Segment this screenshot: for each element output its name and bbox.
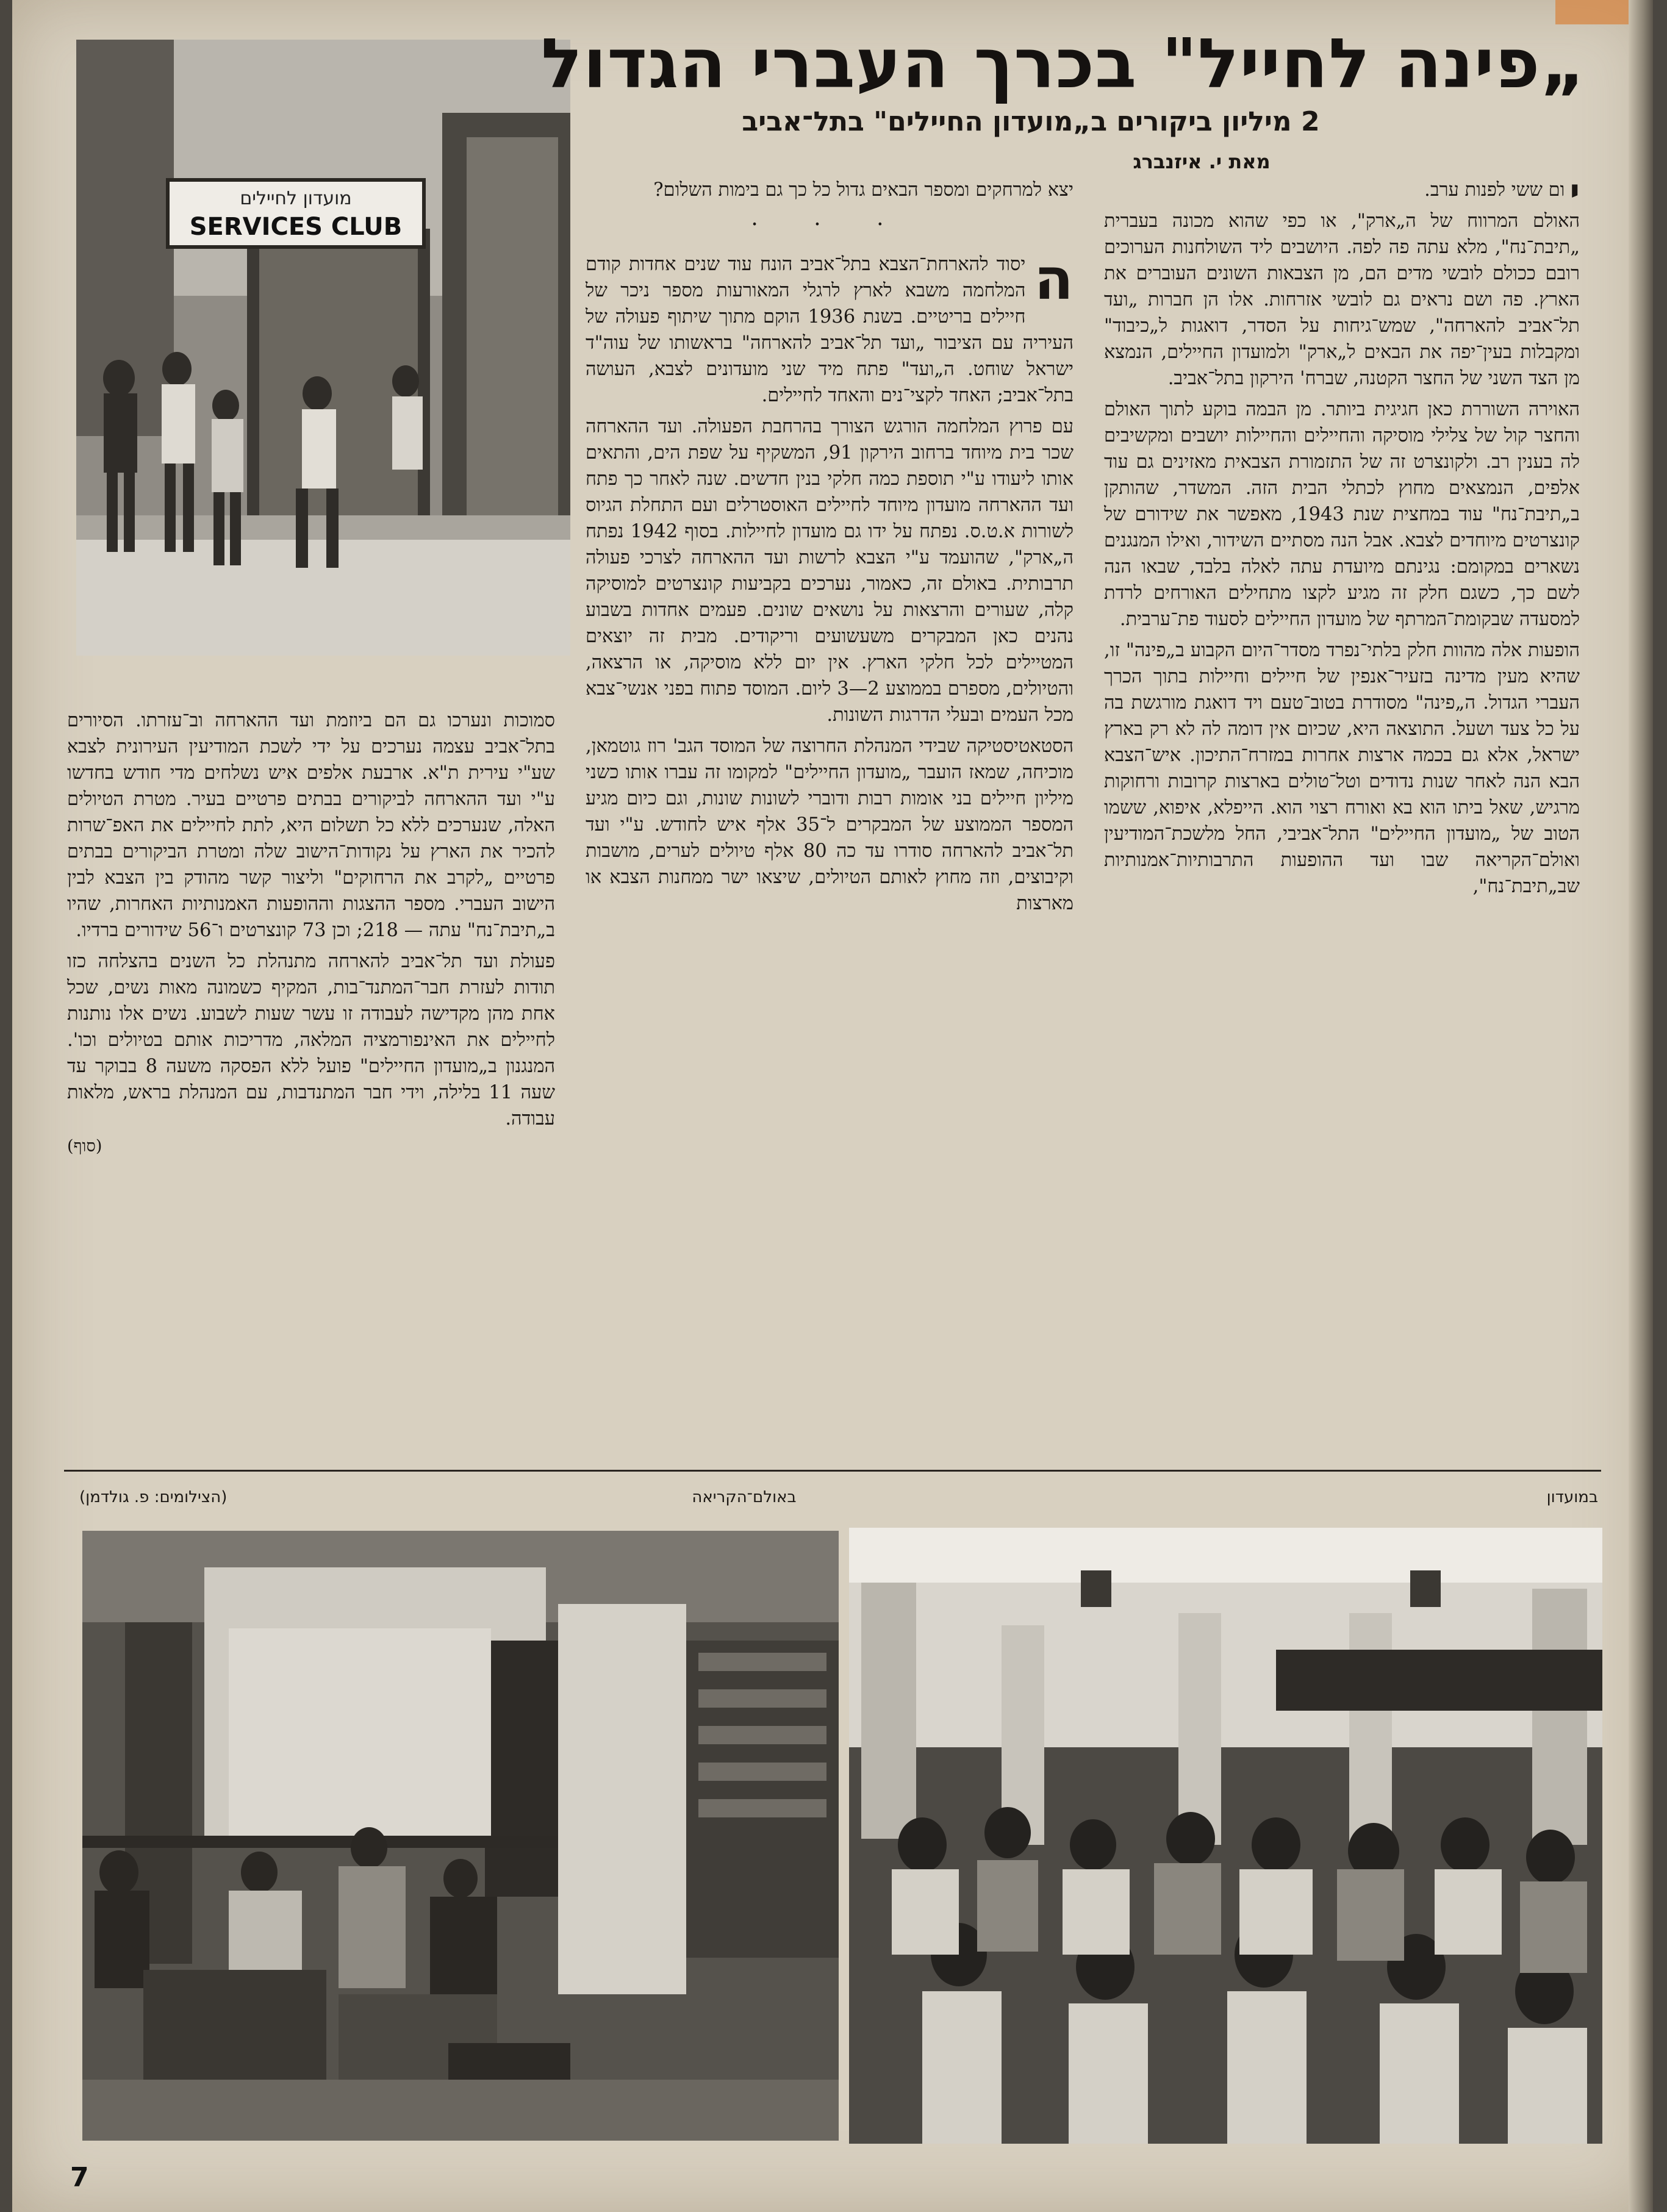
- article-byline: מאת י. איזנברג: [1133, 150, 1271, 173]
- sign-english-text: SERVICES CLUB: [189, 213, 403, 241]
- reading-room-photo: [82, 1531, 839, 2141]
- drop-cap-letter: ה: [1034, 246, 1074, 313]
- column-text: יסוד להארחת־הצבא בתל־אביב הונח עוד שנים אחדות קודם המלחמה משבא לארץ לרגלי המאורעות מספר ניכר של חיילים בריטיים. בשנת 1936 הוקם מתוך שיתוף פעולה של העיריה עם הציבור „ועד תל־אביב להארחה" בראשותו של עוה"ד ישראל שוחט. ה„ועד" פתח מיד שני מועדונים לצבא, העושה בתל־אביב; האחד לקצי־נים והאחד לחיילים.: [586, 254, 1074, 406]
- column-text: ום ששי לפנות ערב.: [1424, 179, 1565, 201]
- article-subhead: 2 מיליון ביקורים ב„מועדון החיילים" בתל־אביב: [742, 106, 1320, 137]
- club-dance-photo: [849, 1528, 1602, 2144]
- column-paragraph: [586, 246, 1074, 409]
- column-paragraph: סמוכות ונערכו גם הם ביוזמת ועד ההארחה וב־עזרתו. הסיורים בתל־אביב עצמה נערכים על ידי לשכת המודיעין העירונית לצבא שע"י עירית ת"א. ארבעת אלפים איש נשלחים מדי חודש בחדשו ע"י ועד ההארחה לביקורים בבתים פרטיים בעיר. מטרת הטיולים האלה, שנערכים ללא כל תשלום היא, לתת לחיילים את האפ־שרות להכיר את הארץ על נקודות־הישוב שלה ומטרת הביקורים בבתים פרטיים „לקרב את הרחוקים" וליצור קשר מהודק בין הצבא לבין הישוב העברי. מספר ההצגות וההופעות האמנותיות האחרות, שהיו ב„תיבת־נח" עתה — 218; וכן 73 קונצרטים ו־56 שידורים ברדיו.: [67, 710, 555, 941]
- column-paragraph: יצא למרחקים ומספר הבאים גדול כל כך גם בימות השלום?: [653, 179, 1074, 201]
- sign-hebrew-text: מועדון לחיילים: [240, 188, 352, 209]
- magazine-page: [12, 0, 1653, 2212]
- caption-right-photo: במועדון: [1546, 1488, 1598, 1506]
- services-club-entrance-photo: [76, 40, 570, 656]
- article-column-middle: [586, 177, 1074, 1482]
- article-column-left: [67, 707, 555, 1482]
- section-break-dots: · · ·: [751, 212, 908, 237]
- page-number: 7: [70, 2162, 89, 2193]
- column-paragraph: [1104, 177, 1580, 212]
- drop-cap-letter: י: [1569, 177, 1580, 212]
- caption-divider-rule: [64, 1470, 1601, 1472]
- column-paragraph: פעולת ועד תל־אביב להארחה מתנהלת כל השנים בהצלחה כזו תודות לעזרת חבר־המתנד־בות, המקיף כשמונה מאות נשים, שכל אחת מהן מקדישה לעבודה זו עשר שעות לשבוע. נשים אלו נותנות לחיילים את האינפורמציה המלאה, מדריכות אותם בטיולים וכו'. המנגנון ב„מועדון החיילים" פועל ללא הפסקה משעה 8 בבוקר עד שעה 11 בלילה, וידי חבר המתנדבות, עם המנהלת בראש, מלאות עבודה.: [67, 951, 555, 1129]
- reading-room-image: [82, 1531, 839, 2141]
- column-paragraph: הסטאטיסטיקה שבידי המנהלת החרוצה של המוסד הגב' רוז גוטמאן, מוכיחה, שמאז הועבר „מועדון החיילים" למקומו זה עברו אותו כשני מיליון חיילים בני אומות רבות ודוברי לשונות שונות, וגם כיום מגיע המספר הממוצע של המבקרים ל־35 אלף איש לחודש. ע"י ועד תל־אביב להארחה סודרו עד כה 80 אלף טיולים לערים, מושבות וקיבוצים, וזה מחוץ לאותם הטיולים, שיצאו ישר ממחנות הצבא או מארצות: [586, 736, 1074, 914]
- column-paragraph: האולם המרווח של ה„ארק", או כפי שהוא מכונה בעברית „תיבת־נח", מלא עתה פה לפה. היושבים ליד השולחנות הערוכים רובם ככולם לובשי מדים הם, מן הצבאות השונים העוברים את הארץ. פה ושם נראים גם לובשי אזרחות. אלו הן חברות „ועד תל־אביב להארחה", שמש־גיחות על הסדר, דואגות ל„כיבוד" ומקבלות בעין־יפה את הבאים ל„ארק" ולמועדון החיילים, הנמצא מן הצד השני של החצר הקטנה, שברח' הירקון בתל־אביב.: [1104, 210, 1580, 389]
- article-end-mark: (סוף): [67, 1137, 102, 1156]
- binding-edge: [1629, 0, 1653, 2212]
- column-paragraph: עם פרוץ המלחמה הורגש הצורך בהרחבת הפעולה. ועד ההארחה שכר בית מיוחד ברחוב הירקון 91, המשקיף על שפת הים, והתאים אותו ליעודו ע"י תוספת כמה חלקי בנין חדשים. שנה לאחר כך פתח ועד ההארחה מועדון מיוחד לחיילים האוסטרלים ועם התחלת הגיוס לשורות א.ט.ס. נפתח על ידו גם מועדון לחיילות. בסוף 1942 נפתח ה„ארק", שהועמד ע"י הצבא לרשות ועד ההארחה לצרכי פעולה תרבותית. באולם זה, כאמור, נערכים בקביעות קונצרטים למוסיקה קלה, שעורים והרצאות על נושאים שונים. פעמים אחדות בשבוע נהנים כאן המבקרים משעשועים וריקודים. מבית זה יוצאים המטיילים לכל חלקי הארץ. אין יום ללא מוסיקה, או הרצאה, והטיולים, מספרם בממוצע 2—3 ליום. המוסד פתוח בפני אנשי־צבא מכל העמים ובעלי הדרגות השונות.: [586, 416, 1074, 726]
- club-dance-image: [849, 1528, 1602, 2144]
- article-column-right: [1104, 177, 1580, 1482]
- column-paragraph: הופעות אלה מהוות חלק בלתי־נפרד מסדר־היום הקבוע ב„פינה" זו, שהיא מעין מדינה בזעיר־אנפין של חיילים וחיילות בתוך הכרך העברי הגדול. ה„פינה" מסודרת בטוב־טעם ויד דואגת מורגשת בה על כל צעד ושעל. התוצאה היא, שכיום אין דומה לה לא רק בארץ ישראל, אלא גם בכמה ארצות אחרות במזרח־התיכון. איש־הצבא הבא הנה לאחר שנות נדודים וטל־טולים בארצות קרובות ורחוקות מרגיש, שאל ביתו הוא בא ואורח רצוי הוא. הייפלא, איפוא, ששמו הטוב של „מועדון החיילים" התל־אביבי, החל מלשכת־המודיעין ואולם־הקריאה שבו ועד ההופעות התרבותיות־אמנותיות שב„תיבת־נח",: [1104, 640, 1580, 897]
- article-headline: „פינה לחייל" בכרך העברי הגדול: [541, 24, 1586, 104]
- caption-left-photo: באולם־הקריאה: [692, 1488, 797, 1506]
- column-paragraph: האוירה השוררת כאן חגיגית ביותר. מן הבמה בוקע לתוך האולם והחצר קול של צלילי מוסיקה והחיילים והחיילות יושבים ומקשיבים לה בענין רב. ולקונצרט זה של התזמורת הצבאית מאזינים גם עוד אלפים, הנמצאים מחוץ לכתלי הבית הזה. המשדר, שהותקן ב„תיבת־נח" עוד במחצית שנת 1943, מאפשר את שידורם של קונצרטים מיוחדים לצבא. אבל הנה מסתיים השידור, ואילו המנגנים נשארים במקומם: נגינתם מיועדת עתה לאלה בלבד, שבאו הנה לשם כך, כשגם חלק זה מגיע לקצו מתחילים האורחים לרדת למסעדה שבקומת־המרתף של מועדון החיילים לסעוד פת־ערבית.: [1104, 399, 1580, 630]
- services-club-entrance-image: [76, 40, 570, 656]
- photo-credit: (הצילומים: פ. גולדמן): [79, 1488, 228, 1506]
